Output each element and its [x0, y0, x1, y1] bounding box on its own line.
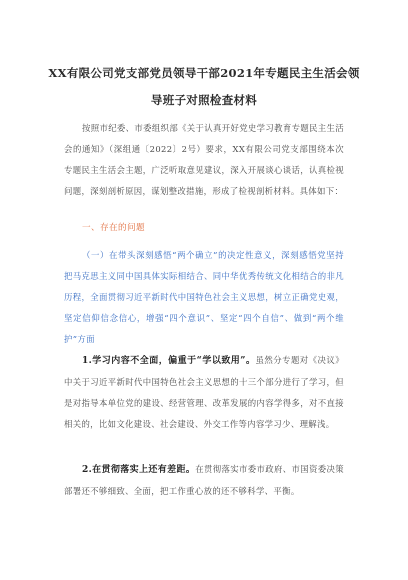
sub-item-2 [64, 459, 344, 502]
sub-item-1-heading: 1.学习内容不全面，偏重于“学以致用”。 [82, 356, 256, 366]
section-heading-problems: 一、存在的问题 [82, 223, 145, 233]
sub-item-2-heading: 2.在贯彻落实上还有差距。 [82, 465, 196, 475]
sub-item-1-text: 虽然分专题对《决议》中关于习近平新时代中国特色社会主义思想的十三个部分进行了学习，但是对指导本单位党的建设、经营管理、改革发展的内容学得多，对不直接相关的，比如文化建设、社会建设、外交工作等内容学习少、理解浅。 [64, 355, 345, 429]
sub-item-1 [64, 350, 344, 435]
document-title-line-1: XX有限公司党支部党员领导干部2021年专题民主生活会领 [48, 66, 360, 80]
sub-item-2-text: 在贯彻落实市委市政府、市国资委决策部署还不够细致、全面，把工作重心放的还不够科学、平衡。 [64, 464, 344, 496]
point-one-paragraph: （一）在带头深刻感悟“两个确立”的决定性意义，深刻感悟党坚持把马克思主义同中国具体实际相结合、同中华优秀传统文化相结合的非凡历程，全面贯彻习近平新时代中国特色社会主义思想，树立正确党史观，坚定信仰信念信心，增强“四个意识”、坚定“四个自信”、做到“两个维护”方面 [64, 250, 344, 344]
document-title-line-2: 导班子对照检查材料 [150, 93, 258, 107]
intro-paragraph: 按照市纪委、市委组织部《关于认真开好党史学习教育专题民主生活会的通知》（深组通〔2022〕2号）要求，XX有限公司党支部围绕本次专题民主生活会主题，广泛听取意见建议，深入开展谈心谈话，认真检视问题，深刻剖析原因，谋划整改措施，形成了检视剖析材料。具体如下： [64, 123, 344, 196]
